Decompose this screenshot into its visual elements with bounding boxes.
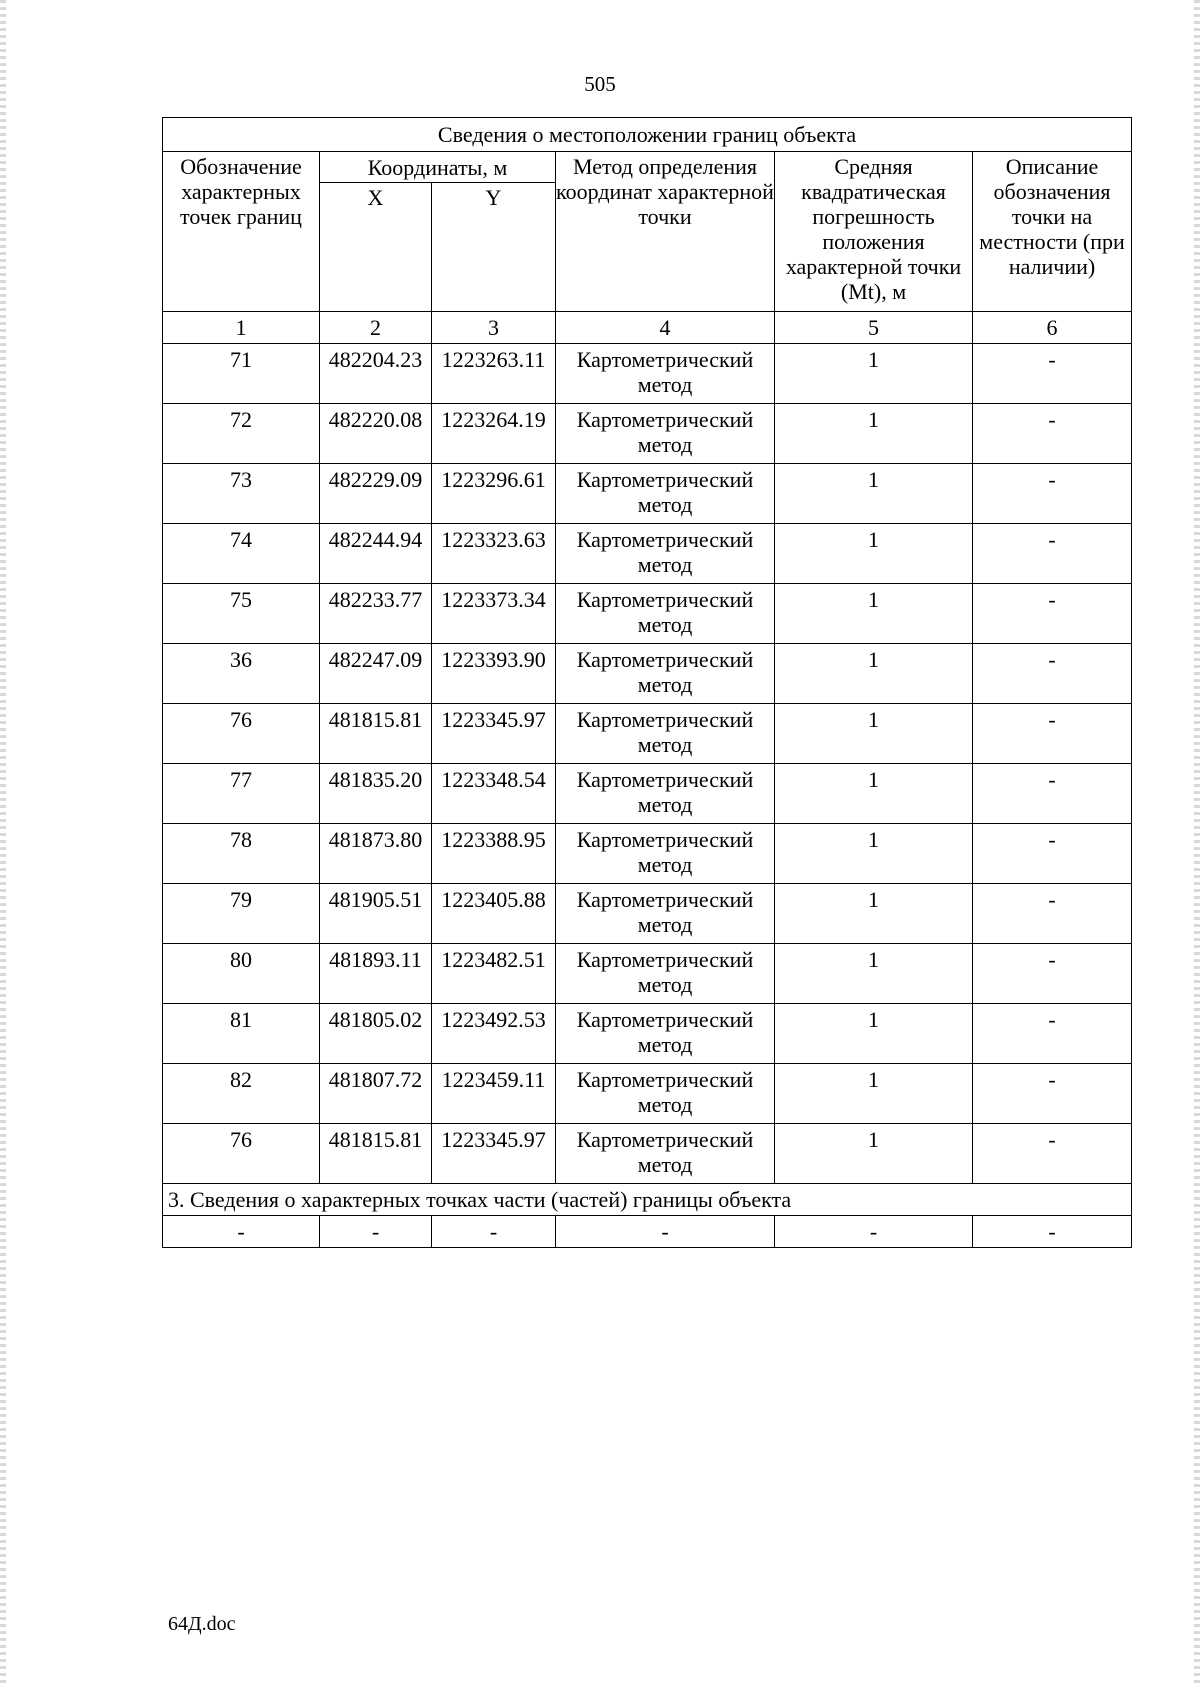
mt-cell: 1: [775, 1064, 973, 1124]
table-row: [163, 884, 1132, 944]
point-cell: 36: [163, 644, 320, 704]
table-cell: -: [973, 1216, 1132, 1248]
y-cell: 1223264.19: [432, 404, 556, 464]
section-3-title-row: [163, 1184, 1132, 1216]
section-3-title: 3. Сведения о характерных точках части (частей) границы объекта: [163, 1184, 1132, 1216]
y-cell: 1223348.54: [432, 764, 556, 824]
point-cell: 80: [163, 944, 320, 1004]
description-cell: -: [973, 524, 1132, 584]
mt-cell: 1: [775, 824, 973, 884]
header-point-designation: Обозначение характерных точек границ: [163, 152, 320, 312]
mt-cell: 1: [775, 764, 973, 824]
x-cell: 482229.09: [320, 464, 432, 524]
mt-cell: 1: [775, 704, 973, 764]
section-3-empty-row: [163, 1216, 1132, 1248]
table-title: Сведения о местоположении границ объекта: [163, 118, 1132, 152]
table-row: [163, 944, 1132, 1004]
column-number: 4: [556, 312, 775, 344]
table-row: [163, 464, 1132, 524]
point-cell: 73: [163, 464, 320, 524]
header-y: Y: [432, 183, 556, 312]
table-cell: -: [432, 1216, 556, 1248]
y-cell: 1223393.90: [432, 644, 556, 704]
table-row: [163, 1124, 1132, 1184]
method-cell: Картометрический метод: [556, 824, 775, 884]
point-cell: 71: [163, 344, 320, 404]
y-cell: 1223323.63: [432, 524, 556, 584]
x-cell: 481815.81: [320, 1124, 432, 1184]
column-number: 6: [973, 312, 1132, 344]
table-cell: -: [775, 1216, 973, 1248]
method-cell: Картометрический метод: [556, 404, 775, 464]
x-cell: 481893.11: [320, 944, 432, 1004]
x-cell: 481805.02: [320, 1004, 432, 1064]
y-cell: 1223373.34: [432, 584, 556, 644]
table-row: [163, 524, 1132, 584]
x-cell: 481835.20: [320, 764, 432, 824]
x-cell: 481873.80: [320, 824, 432, 884]
description-cell: -: [973, 344, 1132, 404]
y-cell: 1223482.51: [432, 944, 556, 1004]
method-cell: Картометрический метод: [556, 764, 775, 824]
method-cell: Картометрический метод: [556, 884, 775, 944]
method-cell: Картометрический метод: [556, 584, 775, 644]
table-row: [163, 584, 1132, 644]
table-cell: -: [320, 1216, 432, 1248]
table-row: [163, 344, 1132, 404]
column-number: 3: [432, 312, 556, 344]
point-cell: 76: [163, 1124, 320, 1184]
column-number: 1: [163, 312, 320, 344]
mt-cell: 1: [775, 944, 973, 1004]
point-cell: 82: [163, 1064, 320, 1124]
description-cell: -: [973, 584, 1132, 644]
column-number-row: [163, 312, 1132, 344]
y-cell: 1223405.88: [432, 884, 556, 944]
table-row: [163, 1064, 1132, 1124]
x-cell: 482247.09: [320, 644, 432, 704]
description-cell: -: [973, 764, 1132, 824]
mt-cell: 1: [775, 1124, 973, 1184]
method-cell: Картометрический метод: [556, 464, 775, 524]
method-cell: Картометрический метод: [556, 1004, 775, 1064]
point-cell: 79: [163, 884, 320, 944]
page-number: 505: [584, 72, 616, 96]
description-cell: -: [973, 1124, 1132, 1184]
file-name-footer: 64Д.doc: [168, 1613, 236, 1635]
table-row: [163, 764, 1132, 824]
mt-cell: 1: [775, 464, 973, 524]
scan-edge-left: [0, 0, 6, 1686]
x-cell: 482233.77: [320, 584, 432, 644]
table-cell: -: [163, 1216, 320, 1248]
description-cell: -: [973, 884, 1132, 944]
method-cell: Картометрический метод: [556, 1124, 775, 1184]
x-cell: 481807.72: [320, 1064, 432, 1124]
header-description: Описание обозначения точки на местности (при наличии): [973, 152, 1132, 312]
y-cell: 1223492.53: [432, 1004, 556, 1064]
method-cell: Картометрический метод: [556, 944, 775, 1004]
description-cell: -: [973, 644, 1132, 704]
description-cell: -: [973, 944, 1132, 1004]
header-x: X: [320, 183, 432, 312]
boundary-coordinates-table: [162, 117, 1132, 1248]
method-cell: Картометрический метод: [556, 524, 775, 584]
description-cell: -: [973, 1064, 1132, 1124]
mt-cell: 1: [775, 644, 973, 704]
y-cell: 1223263.11: [432, 344, 556, 404]
column-number: 2: [320, 312, 432, 344]
y-cell: 1223345.97: [432, 704, 556, 764]
mt-cell: 1: [775, 524, 973, 584]
header-coordinates: Координаты, м: [320, 152, 556, 183]
description-cell: -: [973, 404, 1132, 464]
y-cell: 1223296.61: [432, 464, 556, 524]
x-cell: 481815.81: [320, 704, 432, 764]
point-cell: 75: [163, 584, 320, 644]
description-cell: -: [973, 1004, 1132, 1064]
mt-cell: 1: [775, 1004, 973, 1064]
header-accuracy: Средняя квадратическая погрешность положения характерной точки (Mt), м: [775, 152, 973, 312]
method-cell: Картометрический метод: [556, 704, 775, 764]
x-cell: 482244.94: [320, 524, 432, 584]
table-row: [163, 1004, 1132, 1064]
table-row: [163, 824, 1132, 884]
header-row-1: [163, 152, 1132, 183]
description-cell: -: [973, 824, 1132, 884]
table-row: [163, 644, 1132, 704]
point-cell: 77: [163, 764, 320, 824]
mt-cell: 1: [775, 344, 973, 404]
y-cell: 1223388.95: [432, 824, 556, 884]
mt-cell: 1: [775, 404, 973, 464]
table-cell: -: [556, 1216, 775, 1248]
column-number: 5: [775, 312, 973, 344]
y-cell: 1223345.97: [432, 1124, 556, 1184]
description-cell: -: [973, 464, 1132, 524]
x-cell: 481905.51: [320, 884, 432, 944]
method-cell: Картометрический метод: [556, 344, 775, 404]
x-cell: 482220.08: [320, 404, 432, 464]
scan-edge-right: [1194, 0, 1200, 1686]
header-method: Метод определения координат характерной точки: [556, 152, 775, 312]
method-cell: Картометрический метод: [556, 1064, 775, 1124]
table-title-row: [163, 118, 1132, 152]
point-cell: 81: [163, 1004, 320, 1064]
mt-cell: 1: [775, 884, 973, 944]
mt-cell: 1: [775, 584, 973, 644]
table-row: [163, 704, 1132, 764]
point-cell: 72: [163, 404, 320, 464]
description-cell: -: [973, 704, 1132, 764]
x-cell: 482204.23: [320, 344, 432, 404]
point-cell: 74: [163, 524, 320, 584]
point-cell: 76: [163, 704, 320, 764]
table-row: [163, 404, 1132, 464]
y-cell: 1223459.11: [432, 1064, 556, 1124]
point-cell: 78: [163, 824, 320, 884]
method-cell: Картометрический метод: [556, 644, 775, 704]
